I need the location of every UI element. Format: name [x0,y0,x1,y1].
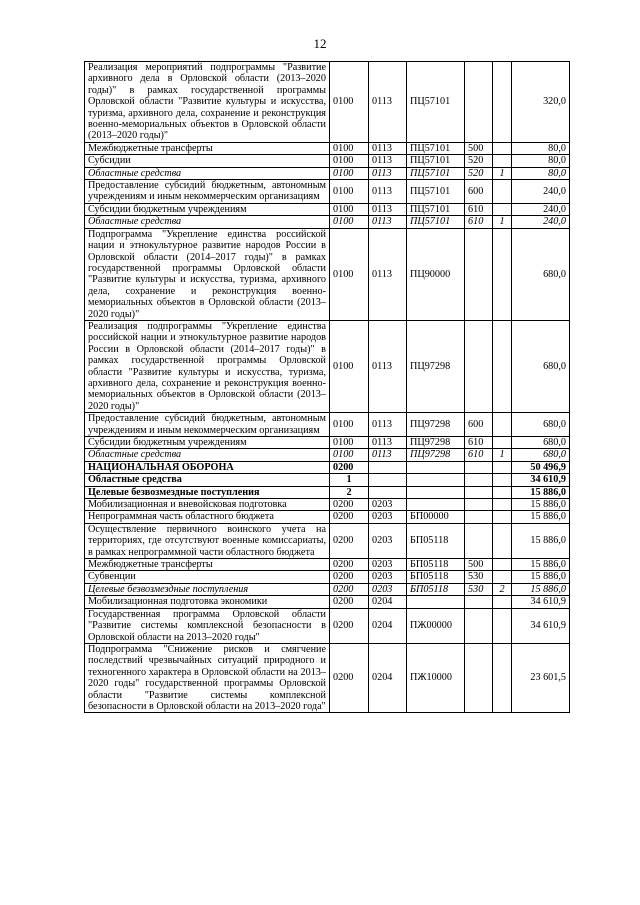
source-cell [493,596,512,608]
section-code-cell: 0200 [330,511,369,523]
target-item-cell [407,486,465,498]
item-name-cell: Мобилизационная и вневойсковая подготовка [85,499,330,511]
section-code-cell: 0200 [330,643,369,712]
amount-cell: 240,0 [512,203,570,215]
table-row [85,62,570,143]
item-name-cell: Реализация подпрограммы "Укрепление единства российской нации и этнокультурное развитие народов России в Орловской области (2014–2017 годы)" в рамках государственной программы Орловской области "Развитие культуры и искусства, туризма, архивного дела, сохранение и реконструкция военно-мемориальных объектов в Орловской области (2013–2020 годы)" [85,320,330,412]
expense-type-cell: 610 [465,216,493,228]
table-row [85,180,570,204]
expense-type-cell: 610 [465,203,493,215]
item-name-cell: Предоставление субсидий бюджетным, автономным учреждениям и иным некоммерческим организациям [85,413,330,437]
subsection-code-cell [369,474,407,486]
table-row [85,608,570,643]
amount-cell: 15 886,0 [512,499,570,511]
target-item-cell: ПЦ57101 [407,142,465,154]
subsection-code-cell: 0203 [369,583,407,595]
section-code-cell: 0100 [330,449,369,461]
amount-cell: 680,0 [512,449,570,461]
item-name-cell: Субвенции [85,571,330,583]
section-code-cell: 0100 [330,413,369,437]
expense-type-cell [465,320,493,412]
item-name-cell: Областные средства [85,167,330,179]
section-code-cell: 1 [330,474,369,486]
subsection-code-cell: 0113 [369,228,407,320]
target-item-cell: ПЦ57101 [407,62,465,143]
source-cell [493,142,512,154]
expense-type-cell [465,474,493,486]
target-item-cell: БП05118 [407,571,465,583]
target-item-cell [407,461,465,473]
item-name-cell: Мобилизационная подготовка экономики [85,596,330,608]
expense-type-cell: 530 [465,571,493,583]
item-name-cell: Субсидии [85,155,330,167]
item-name-cell: Субсидии бюджетным учреждениям [85,437,330,449]
amount-cell: 34 610,9 [512,608,570,643]
expense-type-cell: 610 [465,437,493,449]
amount-cell: 34 610,9 [512,596,570,608]
item-name-cell: Предоставление субсидий бюджетным, автономным учреждениям и иным некоммерческим организациям [85,180,330,204]
subsection-code-cell: 0203 [369,559,407,571]
amount-cell: 680,0 [512,228,570,320]
item-name-cell: Подпрограмма "Снижение рисков и смягчение последствий чрезвычайных ситуаций природного и техногенного характера в Орловской области на 2013–2020 годы" государственной программы Орловской области "Развитие системы комплексной безопасности в Орловской области на 2013–2020 года" [85,643,330,712]
item-name-cell: Государственная программа Орловской области "Развитие системы комплексной безопасности в Орловской области на 2013–2020 годы" [85,608,330,643]
target-item-cell: БП05118 [407,523,465,558]
source-cell [493,486,512,498]
amount-cell: 15 886,0 [512,486,570,498]
expense-type-cell [465,511,493,523]
table-row [85,203,570,215]
amount-cell: 80,0 [512,142,570,154]
source-cell [493,228,512,320]
table-row [85,216,570,228]
expense-type-cell [465,596,493,608]
expense-type-cell: 500 [465,142,493,154]
table-row [85,474,570,486]
target-item-cell: ПЦ97298 [407,449,465,461]
item-name-cell: Реализация мероприятий подпрограммы "Развитие архивного дела в Орловской области (2013–2020 годы)" в рамках государственной программы Орловской области "Развитие культуры и искусства, туризма, архивного дела, сохранение и реконструкция военно-мемориальных объектов в Орловской области (2013–2020 годы)" [85,62,330,143]
item-name-cell: Областные средства [85,449,330,461]
item-name-cell: Подпрограмма "Укрепление единства российской нации и этнокультурное развитие народов России в Орловской области (2014–2017 годы)" в рамках государственной программы Орловской области "Развитие культуры и искусства, туризма, архивного дела, сохранение и реконструкция военно-мемориальных объектов в Орловской области (2013–2020 годы)" [85,228,330,320]
amount-cell: 23 601,5 [512,643,570,712]
target-item-cell: БП05118 [407,559,465,571]
section-code-cell: 0100 [330,320,369,412]
table-row [85,583,570,595]
source-cell [493,511,512,523]
table-row [85,437,570,449]
target-item-cell: ПЦ57101 [407,180,465,204]
subsection-code-cell: 0204 [369,643,407,712]
subsection-code-cell: 0113 [369,449,407,461]
target-item-cell: ПЦ57101 [407,216,465,228]
expense-type-cell [465,62,493,143]
section-code-cell: 0100 [330,203,369,215]
subsection-code-cell: 0113 [369,142,407,154]
item-name-cell: НАЦИОНАЛЬНАЯ ОБОРОНА [85,461,330,473]
amount-cell: 15 886,0 [512,571,570,583]
amount-cell: 320,0 [512,62,570,143]
amount-cell: 680,0 [512,413,570,437]
section-code-cell: 0200 [330,461,369,473]
source-cell: 1 [493,167,512,179]
item-name-cell: Областные средства [85,216,330,228]
item-name-cell: Целевые безвозмездные поступления [85,486,330,498]
section-code-cell: 0100 [330,62,369,143]
expense-type-cell [465,643,493,712]
source-cell [493,413,512,437]
amount-cell: 80,0 [512,167,570,179]
expense-type-cell: 610 [465,449,493,461]
table-row [85,413,570,437]
table-row [85,559,570,571]
section-code-cell: 0200 [330,571,369,583]
budget-table-body [85,62,570,713]
expense-type-cell: 600 [465,180,493,204]
target-item-cell: ПЦ97298 [407,437,465,449]
source-cell [493,474,512,486]
amount-cell: 680,0 [512,437,570,449]
expense-type-cell: 520 [465,155,493,167]
source-cell [493,499,512,511]
subsection-code-cell: 0113 [369,203,407,215]
source-cell: 2 [493,583,512,595]
section-code-cell: 0100 [330,155,369,167]
amount-cell: 240,0 [512,180,570,204]
budget-table [84,61,570,713]
target-item-cell: ПЦ97298 [407,320,465,412]
expense-type-cell [465,461,493,473]
target-item-cell: БП05118 [407,583,465,595]
subsection-code-cell [369,486,407,498]
expense-type-cell: 500 [465,559,493,571]
table-row [85,461,570,473]
subsection-code-cell: 0204 [369,608,407,643]
table-row [85,155,570,167]
source-cell [493,523,512,558]
section-code-cell: 0200 [330,608,369,643]
section-code-cell: 0100 [330,216,369,228]
source-cell [493,62,512,143]
section-code-cell: 0200 [330,559,369,571]
source-cell: 1 [493,449,512,461]
table-row [85,228,570,320]
table-row [85,449,570,461]
section-code-cell: 2 [330,486,369,498]
amount-cell: 34 610,9 [512,474,570,486]
amount-cell: 15 886,0 [512,511,570,523]
expense-type-cell [465,608,493,643]
subsection-code-cell: 0113 [369,216,407,228]
expense-type-cell [465,486,493,498]
table-row [85,596,570,608]
source-cell [493,643,512,712]
amount-cell: 50 496,9 [512,461,570,473]
section-code-cell: 0200 [330,523,369,558]
amount-cell: 680,0 [512,320,570,412]
table-row [85,142,570,154]
amount-cell: 15 886,0 [512,583,570,595]
subsection-code-cell: 0203 [369,511,407,523]
source-cell [493,320,512,412]
source-cell [493,608,512,643]
item-name-cell: Субсидии бюджетным учреждениям [85,203,330,215]
page-number: 12 [313,36,327,51]
subsection-code-cell: 0113 [369,62,407,143]
item-name-cell: Непрограммная часть областного бюджета [85,511,330,523]
amount-cell: 240,0 [512,216,570,228]
table-row [85,486,570,498]
section-code-cell: 0100 [330,437,369,449]
subsection-code-cell: 0113 [369,155,407,167]
expense-type-cell [465,523,493,558]
section-code-cell: 0100 [330,228,369,320]
section-code-cell: 0100 [330,180,369,204]
source-cell: 1 [493,216,512,228]
item-name-cell: Межбюджетные трансферты [85,142,330,154]
expense-type-cell [465,499,493,511]
amount-cell: 15 886,0 [512,559,570,571]
target-item-cell: ПЖ10000 [407,643,465,712]
target-item-cell: ПЦ57101 [407,167,465,179]
expense-type-cell: 530 [465,583,493,595]
table-row [85,523,570,558]
expense-type-cell: 520 [465,167,493,179]
subsection-code-cell: 0204 [369,596,407,608]
subsection-code-cell: 0113 [369,320,407,412]
section-code-cell: 0100 [330,142,369,154]
source-cell [493,559,512,571]
source-cell [493,155,512,167]
target-item-cell [407,474,465,486]
subsection-code-cell: 0203 [369,571,407,583]
subsection-code-cell: 0203 [369,523,407,558]
target-item-cell [407,499,465,511]
subsection-code-cell: 0113 [369,167,407,179]
source-cell [493,180,512,204]
target-item-cell: ПЦ97298 [407,413,465,437]
section-code-cell: 0200 [330,583,369,595]
table-row [85,643,570,712]
source-cell [493,203,512,215]
target-item-cell: БП00000 [407,511,465,523]
source-cell [493,571,512,583]
expense-type-cell: 600 [465,413,493,437]
table-row [85,511,570,523]
source-cell [493,437,512,449]
target-item-cell [407,596,465,608]
table-row [85,571,570,583]
table-row [85,167,570,179]
subsection-code-cell: 0113 [369,413,407,437]
target-item-cell: ПЦ57101 [407,155,465,167]
source-cell [493,461,512,473]
expense-type-cell [465,228,493,320]
item-name-cell: Межбюджетные трансферты [85,559,330,571]
target-item-cell: ПЖ00000 [407,608,465,643]
target-item-cell: ПЦ57101 [407,203,465,215]
subsection-code-cell [369,461,407,473]
item-name-cell: Целевые безвозмездные поступления [85,583,330,595]
subsection-code-cell: 0203 [369,499,407,511]
amount-cell: 15 886,0 [512,523,570,558]
section-code-cell: 0200 [330,596,369,608]
target-item-cell: ПЦ90000 [407,228,465,320]
item-name-cell: Областные средства [85,474,330,486]
subsection-code-cell: 0113 [369,180,407,204]
section-code-cell: 0200 [330,499,369,511]
table-row [85,320,570,412]
item-name-cell: Осуществление первичного воинского учета на территориях, где отсутствуют военные комиссариаты, в рамках непрограммной части областного бюджета [85,523,330,558]
subsection-code-cell: 0113 [369,437,407,449]
table-row [85,499,570,511]
section-code-cell: 0100 [330,167,369,179]
amount-cell: 80,0 [512,155,570,167]
